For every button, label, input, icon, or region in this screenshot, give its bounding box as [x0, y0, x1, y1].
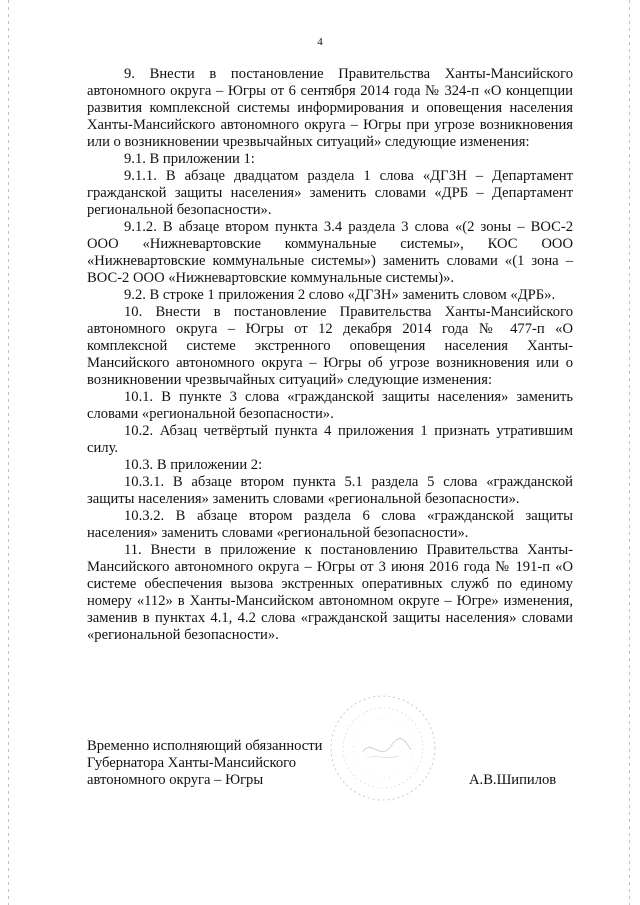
signer-name: А.В.Шипилов [469, 772, 557, 788]
signer-title-line-3: автономного округа – Югры [87, 772, 264, 788]
page-number: 4 [317, 36, 323, 48]
scan-edge-left [8, 0, 9, 905]
signer-title-line-1: Временно исполняющий обязанности [87, 738, 323, 754]
signature-block [87, 738, 573, 808]
paragraph-10-3: 10.3. В приложении 2: [124, 457, 263, 473]
paragraph-10-3-1: 10.3.1. В абзаце втором пункта 5.1 раздела 5 слова «гражданской защиты населения» заменить словами «региональной безопасности». [87, 474, 573, 507]
paragraph-10-2: 10.2. Абзац четвёртый пункта 4 приложения 1 признать утратившим силу. [87, 423, 573, 456]
paragraph-9-1-2: 9.1.2. В абзаце втором пункта 3.4 раздела 3 слова «(2 зоны – ВОС-2 ООО «Нижневартовские коммунальные системы», КОС ООО «Нижневартовские коммунальные системы») заменить словами «(1 зона – ВОС-2 ООО «Нижневартовские коммунальные системы)». [87, 219, 573, 286]
paragraph-10-3-2: 10.3.2. В абзаце втором раздела 6 слова «гражданской защиты населения» заменить словами «региональной безопасности». [87, 508, 573, 541]
seal-stamp-icon [323, 688, 443, 808]
paragraph-11: 11. Внести в приложение к постановлению Правительства Ханты-Мансийского автономного округа – Югры от 3 июня 2016 года № 191-п «О системе обеспечения вызова экстренных оперативных служб по единому номеру «112» в Ханты-Мансийском автономном округе – Югре» изменения, заменив в пунктах 4.1, 4.2 слова «гражданской защиты населения» словами «региональной безопасности». [87, 542, 573, 643]
paragraph-10-1: 10.1. В пункте 3 слова «гражданской защиты населения» заменить словами «региональной безопасности». [87, 389, 573, 422]
paragraph-9: 9. Внести в постановление Правительства Ханты-Мансийского автономного округа – Югры от 6 сентября 2014 года № 324-п «О концепции развития комплексной системы информирования и оповещения населения Ханты-Мансийского автономного округа – Югры при угрозе возникновения или о возникновении чрезвычайных ситуаций» следующие изменения: [87, 66, 573, 150]
paragraph-9-1: 9.1. В приложении 1: [124, 151, 255, 167]
document-body [87, 66, 573, 644]
paragraph-9-2: 9.2. В строке 1 приложения 2 слово «ДГЗН» заменить словом «ДРБ». [124, 287, 556, 303]
signer-title-line-2: Губернатора Ханты-Мансийского [87, 755, 297, 771]
paragraph-9-1-1: 9.1.1. В абзаце двадцатом раздела 1 слова «ДГЗН – Департамент гражданской защиты населения» заменить словами «ДРБ – Департамент региональной безопасности». [87, 168, 573, 218]
scan-edge-right [629, 0, 630, 905]
paragraph-10: 10. Внести в постановление Правительства Ханты-Мансийского автономного округа – Югры от 12 декабря 2014 года № 477-п «О комплексной системе экстренного оповещения населения Ханты-Мансийского автономного округа – Югры об угрозе возникновения или о возникновении чрезвычайных ситуаций» следующие изменения: [87, 304, 573, 388]
